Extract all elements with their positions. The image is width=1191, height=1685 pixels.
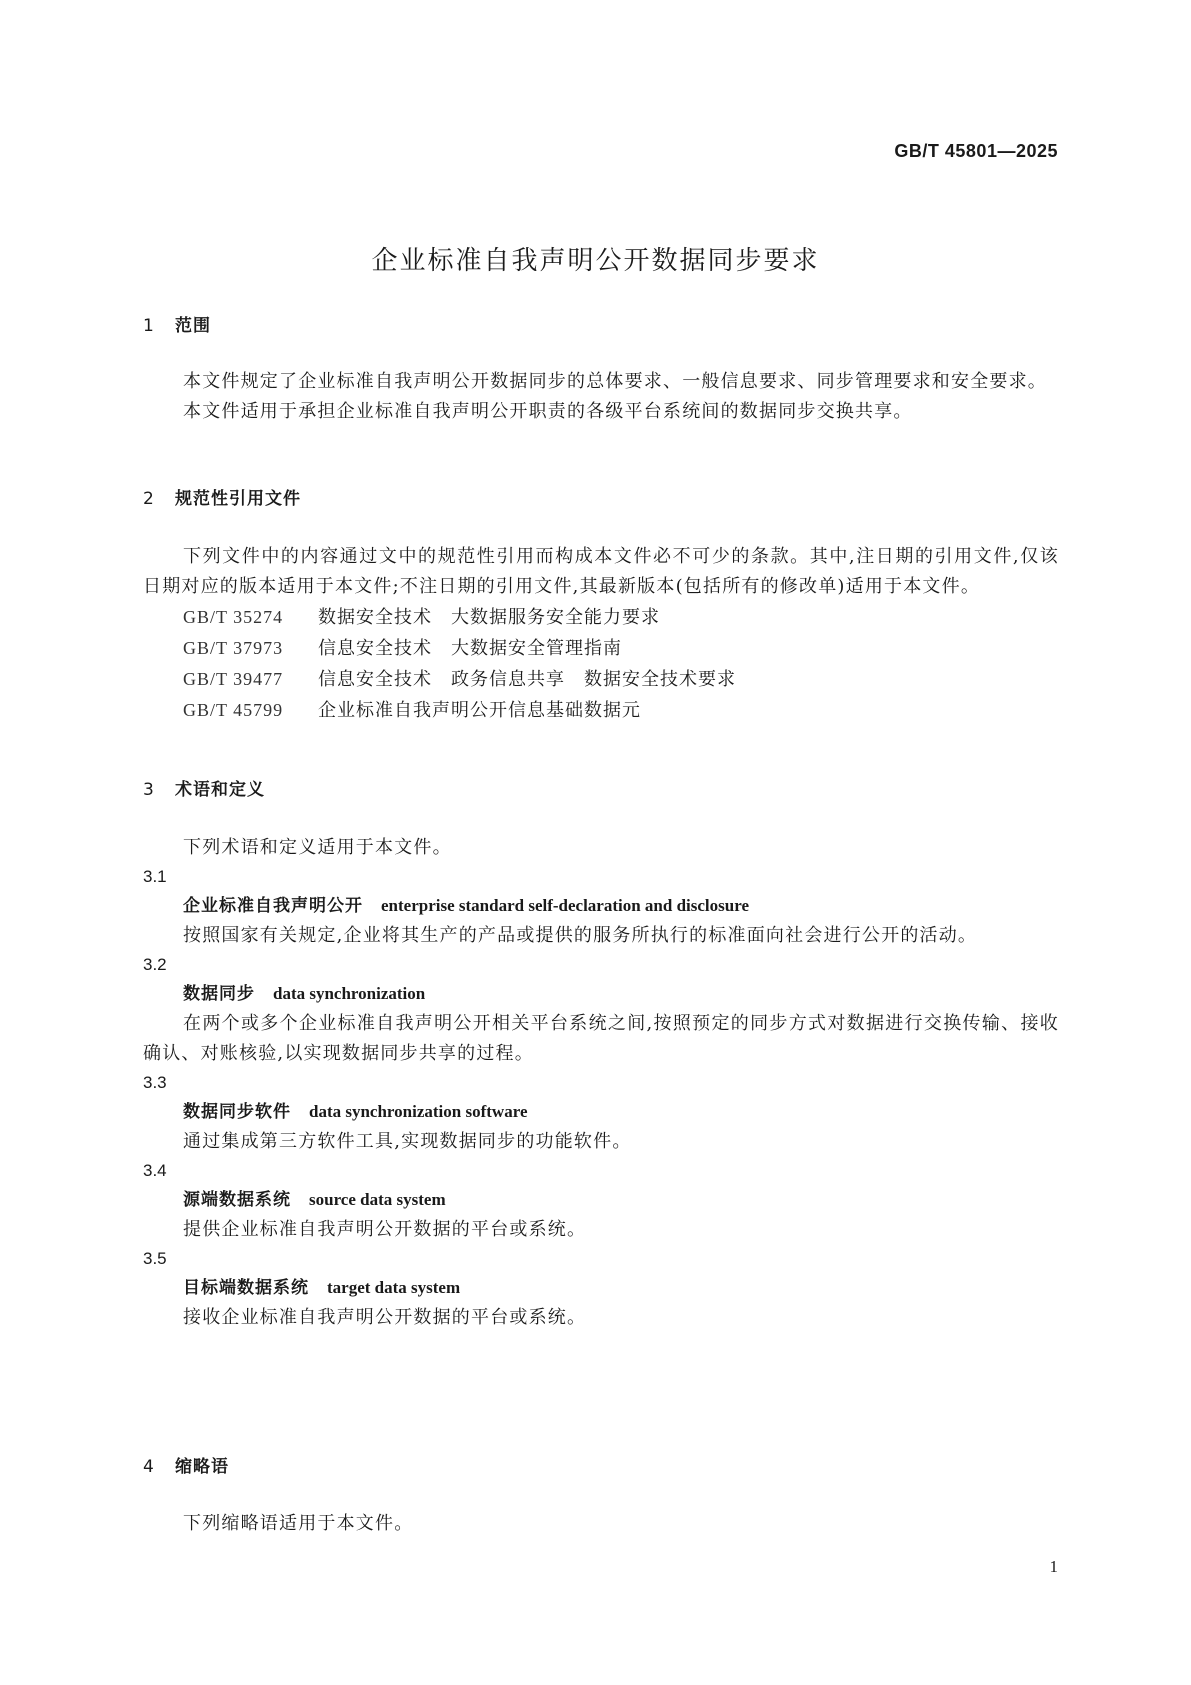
term-name-en: data synchronization [273, 984, 426, 1003]
section-title: 范围 [175, 316, 211, 336]
section-title: 规范性引用文件 [175, 489, 301, 509]
paragraph: 下列文件中的内容通过文中的规范性引用而构成本文件必不可少的条款。其中,注日期的引用文件,仅该日期对应的版本适用于本文件;不注日期的引用文件,其最新版本(包括所有的修改单)适用于本文件。 [143, 546, 1059, 597]
section-heading [143, 778, 1059, 802]
term-number: 3.1 [143, 867, 167, 886]
reference-code: GB/T 39477 [183, 669, 284, 689]
term-name-zh: 目标端数据系统 [183, 1278, 309, 1298]
standard-code: GB/T 45801—2025 [894, 141, 1058, 161]
term-name-zh: 数据同步 [183, 984, 255, 1004]
reference-code: GB/T 35274 [183, 607, 284, 627]
section-abbreviations [143, 1455, 1059, 1479]
section-number: 1 [143, 316, 155, 336]
term-entry [143, 1069, 1059, 1157]
reference-title: 数据安全技术 大数据服务安全能力要求 [318, 607, 660, 628]
term-number: 3.5 [143, 1249, 167, 1268]
section-heading [143, 1455, 1059, 1479]
section-heading [143, 314, 1059, 338]
term-definition: 提供企业标准自我声明公开数据的平台或系统。 [183, 1219, 587, 1240]
term-name [143, 891, 1059, 921]
paragraph: 下列术语和定义适用于本文件。 [183, 837, 452, 858]
reference-code: GB/T 37973 [183, 638, 284, 658]
section-normative-references-body [143, 542, 1059, 726]
term-definition: 接收企业标准自我声明公开数据的平台或系统。 [183, 1307, 587, 1328]
reference-title: 企业标准自我声明公开信息基础数据元 [318, 700, 641, 721]
section-terms-and-definitions [143, 778, 1059, 802]
term-number: 3.4 [143, 1161, 167, 1180]
term-definition: 按照国家有关规定,企业将其生产的产品或提供的服务所执行的标准面向社会进行公开的活动。 [183, 925, 978, 946]
reference-title: 信息安全技术 政务信息共享 数据安全技术要求 [318, 669, 736, 690]
section-normative-references [143, 487, 1059, 511]
paragraph: 本文件适用于承担企业标准自我声明公开职责的各级平台系统间的数据同步交换共享。 [183, 401, 913, 422]
term-name-en: source data system [309, 1190, 446, 1209]
paragraph: 本文件规定了企业标准自我声明公开数据同步的总体要求、一般信息要求、同步管理要求和安全要求。 [183, 371, 1047, 392]
term-definition: 在两个或多个企业标准自我声明公开相关平台系统之间,按照预定的同步方式对数据进行交换传输、接收确认、对账核验,以实现数据同步共享的过程。 [143, 1013, 1059, 1064]
document-title: 企业标准自我声明公开数据同步要求 [371, 246, 820, 276]
section-scope [143, 314, 1059, 338]
term-name-en: data synchronization software [309, 1102, 528, 1121]
section-abbreviations-body [143, 1509, 1059, 1539]
term-entry [143, 951, 1059, 1069]
section-number: 4 [143, 1457, 155, 1477]
section-title: 术语和定义 [175, 780, 265, 800]
section-title: 缩略语 [175, 1457, 229, 1477]
term-entry [143, 1157, 1059, 1245]
term-name-zh: 企业标准自我声明公开 [183, 896, 363, 916]
reference-code: GB/T 45799 [183, 700, 284, 720]
section-scope-body [143, 367, 1059, 427]
term-name-en: enterprise standard self-declaration and disclosure [381, 896, 750, 915]
paragraph: 下列缩略语适用于本文件。 [183, 1513, 414, 1534]
reference-item [143, 633, 1059, 664]
term-name [143, 1097, 1059, 1127]
term-name-zh: 数据同步软件 [183, 1102, 291, 1122]
term-entry [143, 863, 1059, 951]
term-number: 3.2 [143, 955, 167, 974]
reference-item [143, 602, 1059, 633]
term-name-en: target data system [327, 1278, 461, 1297]
section-terms-body [143, 833, 1059, 1333]
reference-item [143, 664, 1059, 695]
reference-item [143, 695, 1059, 726]
term-number: 3.3 [143, 1073, 167, 1092]
term-definition: 通过集成第三方软件工具,实现数据同步的功能软件。 [183, 1131, 632, 1152]
term-name [143, 1185, 1059, 1215]
page-number: 1 [1049, 1557, 1058, 1576]
section-heading [143, 487, 1059, 511]
section-number: 3 [143, 780, 155, 800]
section-number: 2 [143, 489, 155, 509]
term-name-zh: 源端数据系统 [183, 1190, 291, 1210]
reference-title: 信息安全技术 大数据安全管理指南 [318, 638, 622, 659]
term-name [143, 1273, 1059, 1303]
term-entry [143, 1245, 1059, 1333]
term-name [143, 979, 1059, 1009]
